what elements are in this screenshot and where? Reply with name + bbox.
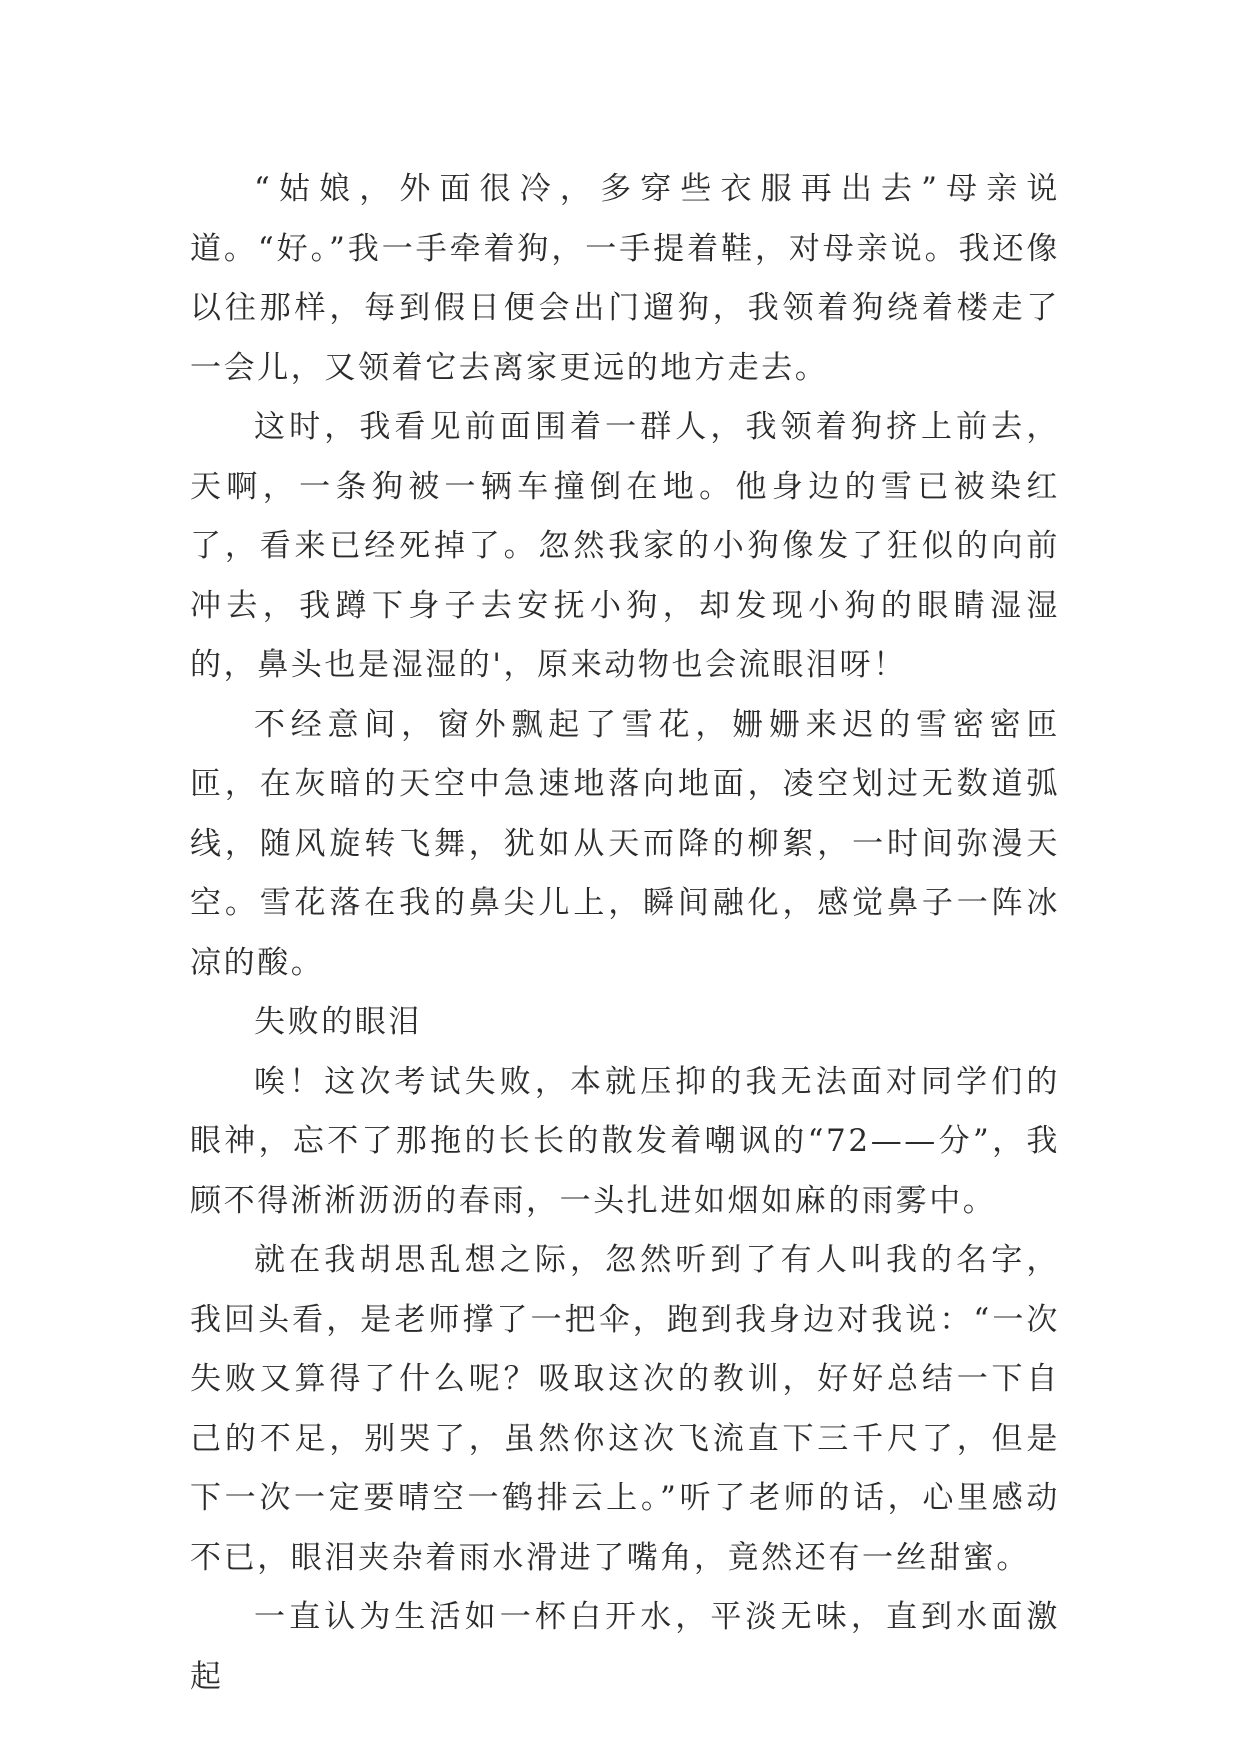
section-heading: 失败的眼泪 <box>254 1004 422 1040</box>
paragraph: 不经意间，窗外飘起了雪花，姗姗来迟的雪密密匝匝，在灰暗的天空中急速地落向地面，凌空划过无数道弧线，随风旋转飞舞，犹如从天而降的柳絮，一时间弥漫天空。雪花落在我的鼻尖儿上，瞬间融化，感觉鼻子一阵冰凉的酸。 <box>190 706 1060 981</box>
paragraph: 这时，我看见前面围着一群人，我领着狗挤上前去，天啊，一条狗被一辆车撞倒在地。他身边的雪已被染红了，看来已经死掉了。忽然我家的小狗像发了狂似的向前冲去，我蹲下身子去安抚小狗，却发现小狗的眼睛湿湿的，鼻头也是湿湿的'，原来动物也会流眼泪呀！ <box>190 409 1060 683</box>
document-body <box>190 160 1060 1707</box>
paragraph: 就在我胡思乱想之际，忽然听到了有人叫我的名字，我回头看，是老师撑了一把伞，跑到我身边对我说：“一次失败又算得了什么呢？吸取这次的教训，好好总结一下自己的不足，别哭了，虽然你这次飞流直下三千尺了，但是下一次一定要晴空一鹤排云上。”听了老师的话，心里感动不已，眼泪夹杂着雨水滑进了嘴角，竟然还有一丝甜蜜。 <box>190 1242 1060 1576</box>
paragraph: “姑娘，外面很冷，多穿些衣服再出去”母亲说道。“好。”我一手牵着狗，一手提着鞋，对母亲说。我还像以往那样，每到假日便会出门遛狗，我领着狗绕着楼走了一会儿，又领着它去离家更远的地方走去。 <box>190 171 1060 386</box>
paragraph: 一直认为生活如一杯白开水，平淡无味，直到水面激起 <box>190 1599 1060 1695</box>
paragraph: 唉！这次考试失败，本就压抑的我无法面对同学们的眼神，忘不了那拖的长长的散发着嘲讽的“72——分”，我顾不得淅淅沥沥的春雨，一头扎进如烟如麻的雨雾中。 <box>190 1063 1060 1219</box>
